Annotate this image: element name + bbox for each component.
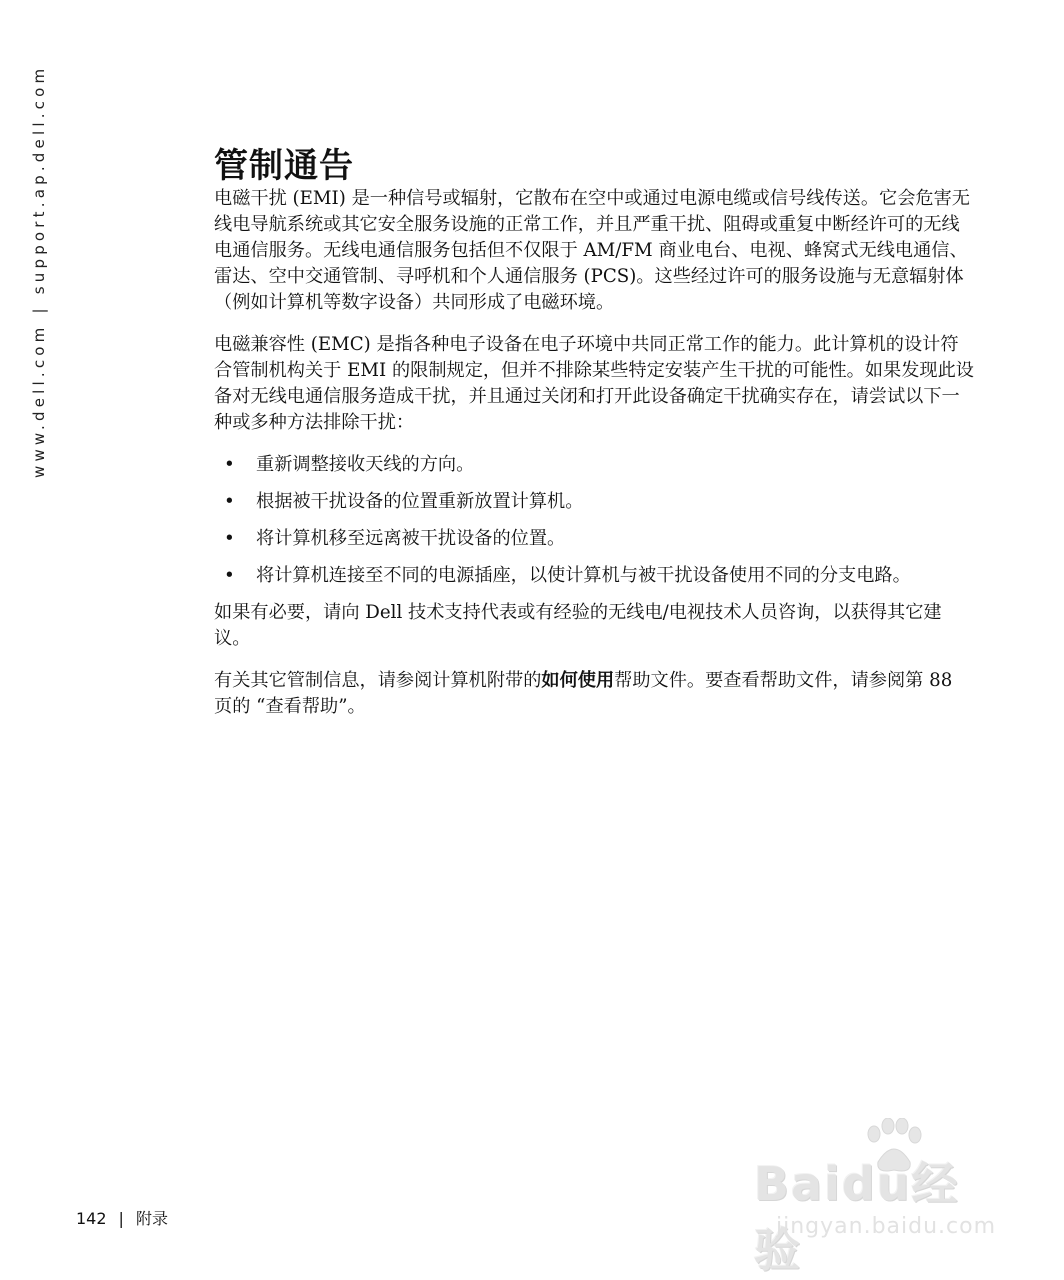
side-url-www: www.dell.com: [30, 323, 48, 478]
page-title: 管制通告: [214, 146, 354, 186]
bullet-icon: •: [224, 565, 235, 586]
watermark-url: jingyan.baidu.com: [776, 1214, 997, 1239]
list-item: • 根据被干扰设备的位置重新放置计算机。: [214, 489, 974, 515]
side-url-separator: |: [30, 304, 48, 314]
side-url-support: support.ap.dell.com: [30, 64, 48, 295]
footer-separator: |: [118, 1209, 124, 1228]
side-url: [30, 65, 48, 478]
list-item: • 将计算机连接至不同的电源插座，以使计算机与被干扰设备使用不同的分支电路。: [214, 563, 974, 589]
list-item: • 重新调整接收天线的方向。: [214, 452, 974, 478]
watermark-brand: Baidu经验: [754, 1157, 960, 1277]
remedy-list: [214, 452, 974, 589]
paragraph-emc: 电磁兼容性 (EMC) 是指各种电子设备在电子环境中共同正常工作的能力。此计算机的设计符合管制机构关于 EMI 的限制规定，但并不排除某些特定安装产生干扰的可能性。如果发现此设备对无线电通信服务造成干扰，并且通过关闭和打开此设备确定干扰确实存在，请尝试以下一种或多种方法排除干扰：: [214, 334, 974, 433]
page-footer: [76, 1206, 168, 1229]
section-name: 附录: [135, 1209, 168, 1228]
page-number: 142: [76, 1209, 107, 1228]
help-file-name: 如何使用: [541, 670, 615, 691]
paragraph-reference: 有关其它管制信息，请参阅计算机附带的如何使用帮助文件。要查看帮助文件，请参阅第 88 页的 “查看帮助”。: [214, 670, 953, 717]
bullet-icon: •: [224, 491, 235, 512]
paragraph-emi: 电磁干扰 (EMI) 是一种信号或辐射，它散布在空中或通过电源电缆或信号线传送。它会危害无线电导航系统或其它安全服务设施的正常工作，并且严重干扰、阻碍或重复中断经许可的无线电通信服务。无线电通信服务包括但不仅限于 AM/FM 商业电台、电视、蜂窝式无线电通信、雷达、空中交通管制、寻呼机和个人通信服务 (PCS)。这些经过许可的服务设施与无意辐射体 （例如计算机等数字设备）共同形成了电磁环境。: [214, 188, 970, 313]
list-item: • 将计算机移至远离被干扰设备的位置。: [214, 526, 974, 552]
main-content: [214, 186, 974, 736]
bullet-icon: •: [224, 454, 235, 475]
paragraph-consult: 如果有必要，请向 Dell 技术支持代表或有经验的无线电/电视技术人员咨询，以获得其它建议。: [214, 602, 942, 649]
baidu-watermark: [754, 1118, 1004, 1277]
bullet-icon: •: [224, 528, 235, 549]
